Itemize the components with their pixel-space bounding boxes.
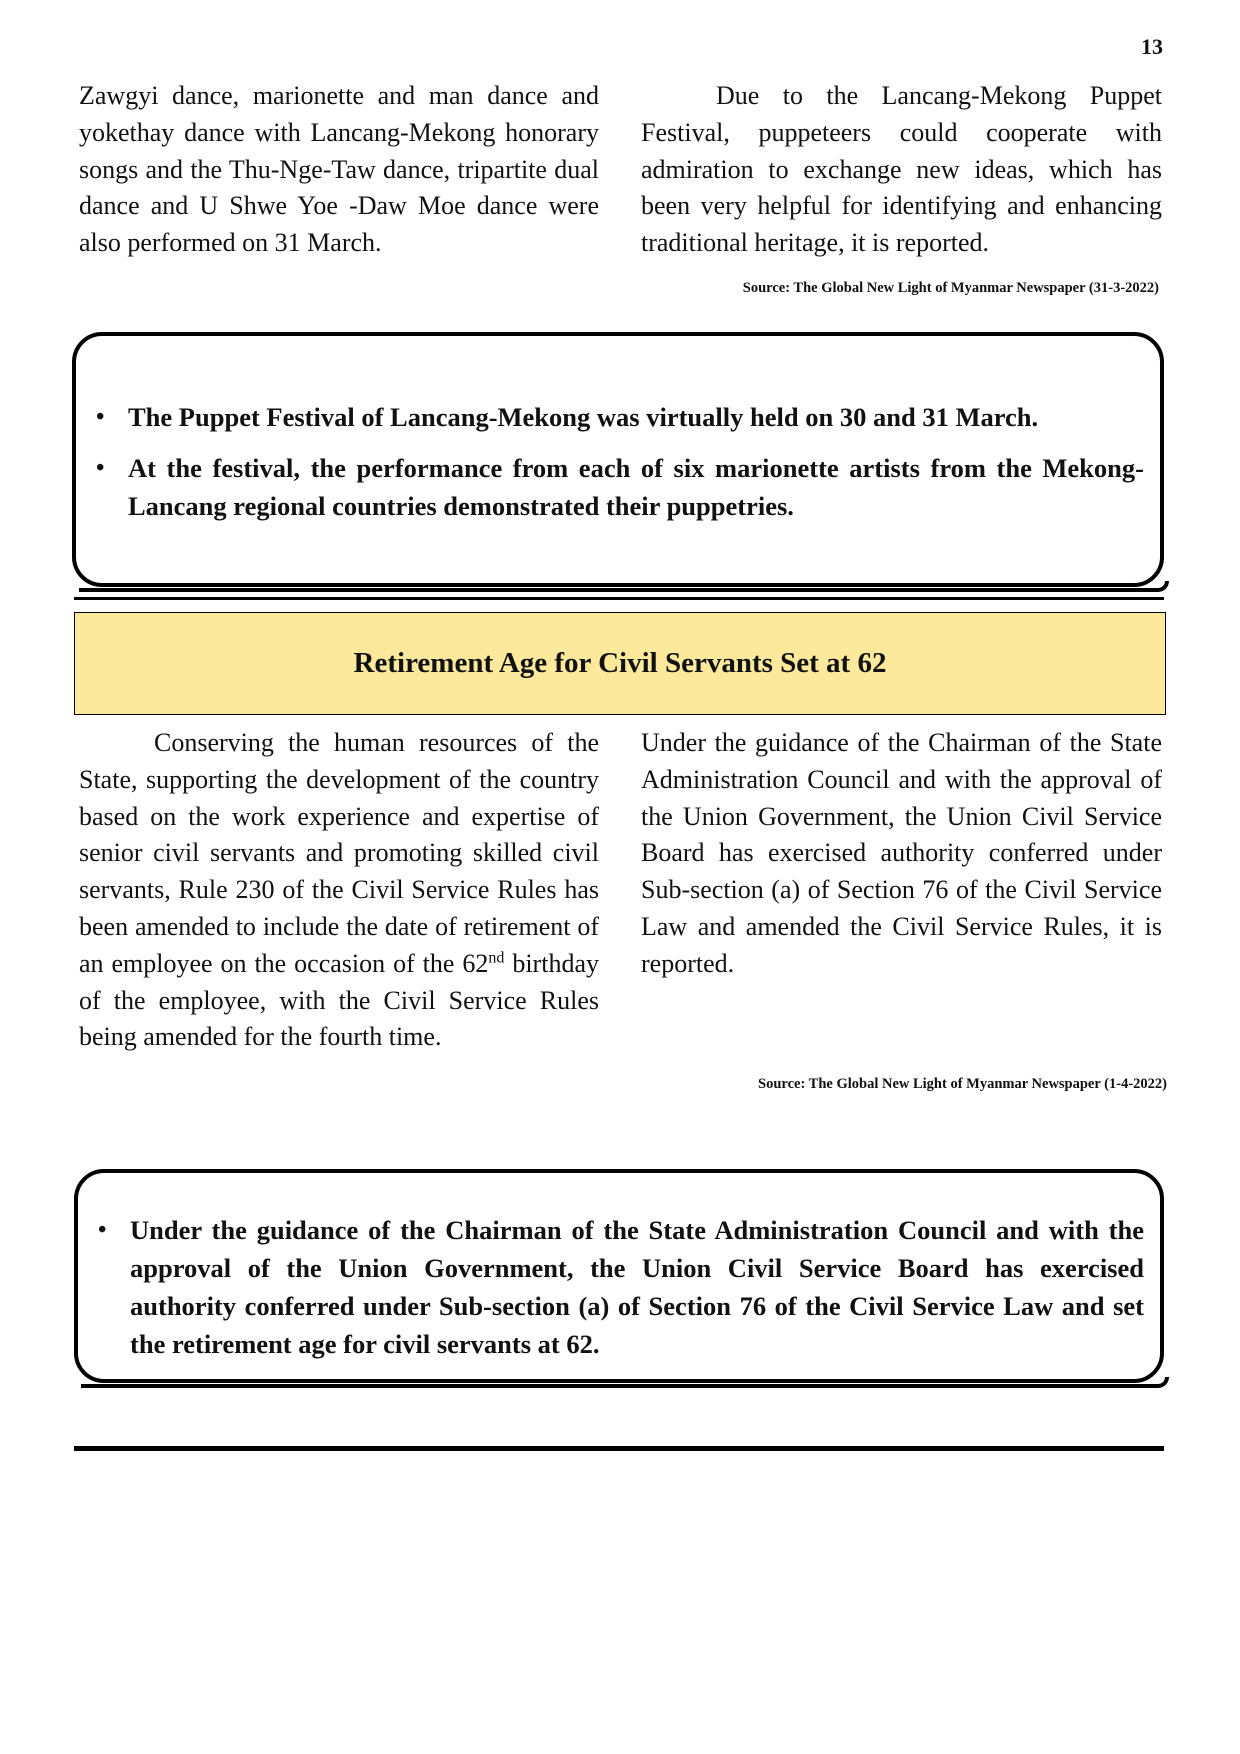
article-title-banner <box>74 612 1166 715</box>
page-number: 13 <box>1141 34 1163 59</box>
key-points-box-retirement-age <box>74 1169 1164 1383</box>
article2-left-text-part2: birthday of the employee, with the Civil Service Rules being amended for the fourth time. <box>79 948 599 1052</box>
key-points-list <box>78 1211 1160 1363</box>
key-point-item: • The Puppet Festival of Lancang-Mekong was virtually held on 30 and 31 March. <box>128 398 1144 436</box>
article-title: Retirement Age for Civil Servants Set at 62 <box>353 647 887 679</box>
article1-right-paragraph: Due to the Lancang-Mekong Puppet Festival, puppeteers could cooperate with admiration to exchange new ideas, which has been very helpful for identifying and enhancing traditional heritage, it is reported. <box>641 81 1162 258</box>
ordinal-suffix: nd <box>488 949 505 967</box>
section-divider-bottom <box>74 1446 1164 1451</box>
article2-left-paragraph <box>79 725 599 1056</box>
key-points-list <box>76 398 1160 525</box>
article2-right-paragraph: Under the guidance of the Chairman of the State Administration Council and with the approval of the Union Government, the Union Civil Service Board has exercised authority conferred under Sub-section (a) of Section 76 of the Civil Service Law and amended the Civil Service Rules, it is reported. <box>641 728 1162 978</box>
article2-left-text-part1: Conserving the human resources of the State, supporting the development of the country based on the work experience and expertise of senior civil servants and promoting skilled civil servants, Rule 230 of the Civil Service Rules has been amended to include the date of retirement of an employee on the occasion of the 62 <box>79 728 599 978</box>
article1-right-column <box>641 78 1162 262</box>
article2-source-note: Source: The Global New Light of Myanmar Newspaper (1-4-2022) <box>758 1076 1167 1092</box>
article2-right-column <box>641 725 1162 983</box>
key-point-item: • At the festival, the performance from each of six marionette artists from the Mekong-Lancang regional countries demonstrated their puppetries. <box>128 449 1144 525</box>
key-point-item: • Under the guidance of the Chairman of the State Administration Council and with the approval of the Union Government, the Union Civil Service Board has exercised authority conferred under Sub-section (a) of Section 76 of the Civil Service Law and set the retirement age for civil servants at 62. <box>130 1211 1144 1363</box>
article1-source-note: Source: The Global New Light of Myanmar Newspaper (31-3-2022) <box>742 280 1159 296</box>
section-divider <box>74 597 1164 600</box>
article1-left-column <box>79 78 599 262</box>
key-points-box-puppet-festival <box>72 332 1164 587</box>
article2-left-column <box>79 725 599 1056</box>
article1-left-paragraph: Zawgyi dance, marionette and man dance and yokethay dance with Lancang-Mekong honorary songs and the Thu-Nge-Taw dance, tripartite dual dance and U Shwe Yoe -Daw Moe dance were also performed on 31 March. <box>79 81 599 258</box>
